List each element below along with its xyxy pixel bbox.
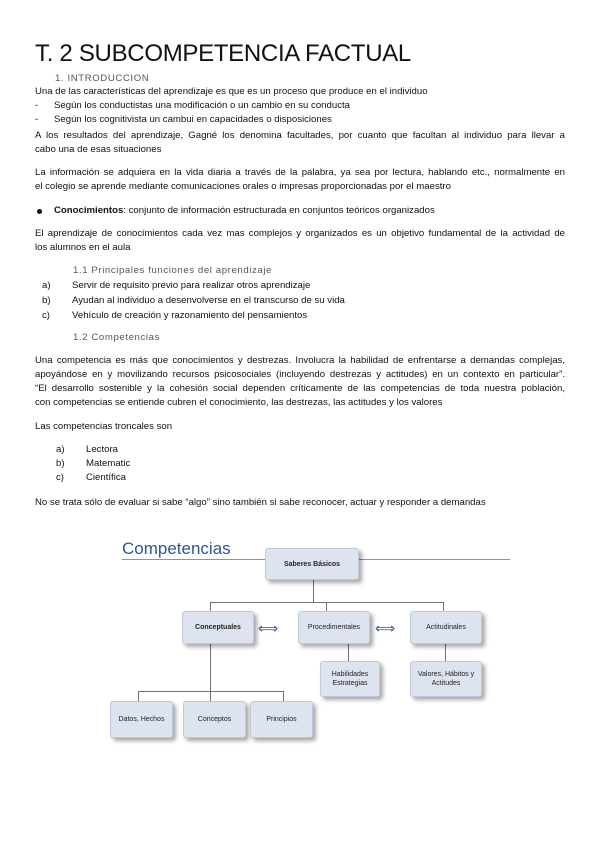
paragraph-line: Las competencias troncales son	[35, 421, 173, 432]
node-conceptuales: Conceptuales	[182, 611, 254, 644]
connector-line	[445, 644, 446, 661]
document-title: T. 2 SUBCOMPETENCIA FACTUAL	[35, 40, 411, 67]
node-datos-hechos: Datos, Hechos	[110, 701, 173, 738]
paragraph-line: No se trata sólo de evaluar si sabe “algo” sino también si sabe reconocer, actuar y responder a demandas	[35, 497, 486, 508]
connector-line	[348, 644, 349, 661]
node-saberes-basicos: Saberes Básicos	[265, 548, 359, 580]
connector-line	[138, 691, 139, 701]
node-actitudinales: Actitudinales	[410, 611, 482, 644]
bullet-dot	[37, 209, 42, 214]
node-habilidades-estrategias: Habilidades Estrategias	[320, 661, 380, 697]
paragraph-line: los alumnos en el aula	[35, 242, 131, 253]
list-item: a) Lectora	[56, 444, 118, 455]
paragraph-line: el colegio se aprende mediante comunicaciones orales o impresas proporcionadas por el maestro	[35, 181, 451, 192]
paragraph-line: con competencias se entiende cubren el conocimiento, las destrezas, las actitudes y los valores	[35, 397, 443, 408]
connector-line	[210, 602, 211, 611]
bullet-term: Conocimientos	[54, 205, 124, 216]
list-item: c) Científica	[56, 472, 126, 483]
node-conceptos: Conceptos	[183, 701, 246, 738]
list-item: a) Servir de requisito previo para realizar otros aprendizaje	[42, 280, 311, 291]
paragraph-line: El aprendizaje de conocimientos cada vez mas complejos y organizados es un objetivo fundamental de la actividad de	[35, 228, 565, 239]
bullet-text: : conjunto de información estructurada en conjuntos teóricos organizados	[123, 205, 435, 216]
connector-line	[326, 602, 327, 611]
list-item: b) Matematic	[56, 458, 131, 469]
competencias-diagram	[100, 527, 510, 753]
connector-line	[283, 691, 284, 701]
double-arrow: ⟺	[258, 620, 279, 636]
bullet-item	[54, 204, 435, 218]
dash-item: Según los cognitivista un cambui en capacidades o disposiciones	[54, 114, 332, 125]
connector-line	[313, 579, 314, 602]
paragraph-line: Una de las características del aprendizaje es que es un proceso que produce en el individuo	[35, 86, 428, 97]
diagram-title: Competencias	[122, 539, 231, 558]
node-procedimentales: Procedimentales	[298, 611, 370, 644]
connector-line	[210, 691, 211, 701]
paragraph-line: A los resultados del aprendizaje, Gagné los denomina facultades, por cuanto que facultan al individuo para llevar a	[35, 130, 565, 141]
dash-item: Según los conductistas una modificación o un cambio en su conducta	[54, 100, 350, 111]
connector-line	[210, 644, 211, 691]
section-heading-funciones: 1.1 Principales funciones del aprendizaje	[73, 265, 272, 276]
paragraph-line: “El desarrollo sostenible y la cohesión social dependen críticamente de las competencias de toda nuestra población,	[35, 383, 565, 394]
paragraph-line: cabo una de esas situaciones	[35, 144, 162, 155]
paragraph-line: La información se adquiera en la vida diaria a través de la palabra, ya sea por lectura, hablando etc., normalmente en	[35, 167, 565, 178]
list-item: c) Vehículo de creación y razonamiento del pensamientos	[42, 310, 308, 321]
node-valores-habitos-actitudes: Valores, Hábitos y Actitudes	[410, 661, 482, 697]
section-heading-introduccion: 1. INTRODUCCION	[55, 73, 150, 84]
paragraph-line: apoyándose en y movilizando recursos psicosociales (incluyendo destrezas y actitudes) en un contexto en particular”.	[35, 369, 565, 380]
dash-marker: -	[35, 100, 39, 111]
dash-marker: -	[35, 114, 39, 125]
node-principios: Principios	[250, 701, 313, 738]
connector-line	[443, 602, 444, 611]
list-item: b) Ayudan al individuo a desenvolverse en el transcurso de su vida	[42, 295, 345, 306]
paragraph-line: Una competencia es más que conocimientos y destrezas. Involucra la habilidad de enfrentarse a demandas complejas,	[35, 355, 565, 366]
section-heading-competencias: 1.2 Competencias	[73, 332, 160, 343]
double-arrow: ⟺	[375, 620, 396, 636]
